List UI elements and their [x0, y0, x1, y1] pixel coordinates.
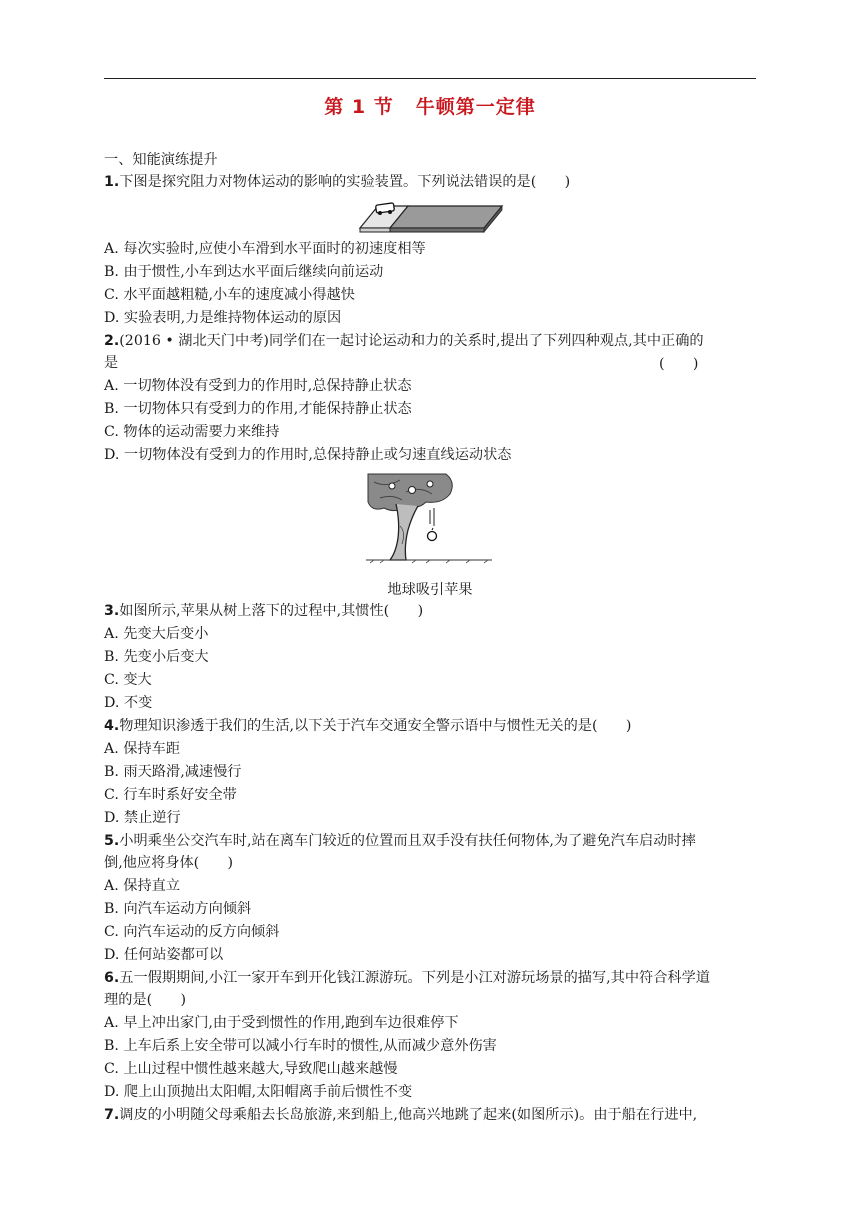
q4-option-c: C. 行车时系好安全带: [104, 787, 237, 803]
q2-answer-paren: ( ): [659, 356, 699, 372]
figure-caption: 地球吸引苹果: [387, 582, 473, 598]
q4-option-b: B. 雨天路滑,减速慢行: [104, 764, 242, 780]
question-1: 1.下图是探究阻力对物体运动的影响的实验装置。下列说法错误的是( ): [104, 174, 571, 190]
q6-option-d: D. 爬上山顶抛出太阳帽,太阳帽离手前后惯性不变: [104, 1084, 413, 1100]
q5-option-c: C. 向汽车运动的反方向倾斜: [104, 924, 280, 940]
apple-tree-figure: [366, 472, 494, 572]
question-7: 7.调皮的小明随父母乘船去长岛旅游,来到船上,他高兴地跳了起来(如图所示)。由于船在行进中,: [104, 1107, 698, 1123]
q1-option-c: C. 水平面越粗糙,小车的速度减小得越快: [104, 287, 355, 303]
q4-option-a: A. 保持车距: [104, 741, 181, 757]
question-3: 3.如图所示,苹果从树上落下的过程中,其惯性( ): [104, 603, 424, 619]
question-2: 2.(2016 • 湖北天门中考)同学们在一起讨论运动和力的关系时,提出了下列四种观点,其中正确的: [104, 333, 704, 349]
question-4: 4.物理知识渗透于我们的生活,以下关于汽车交通安全警示语中与惯性无关的是( ): [104, 718, 632, 734]
q5-option-d: D. 任何站姿都可以: [104, 947, 224, 963]
question-5: 5.小明乘坐公交汽车时,站在离车门较近的位置而且双手没有扶任何物体,为了避免汽车启动时摔: [104, 833, 696, 849]
q2-option-b: B. 一切物体只有受到力的作用,才能保持静止状态: [104, 401, 412, 417]
q6-option-b: B. 上车后系上安全带可以减小行车时的惯性,从而减少意外伤害: [104, 1038, 497, 1054]
q5-option-a: A. 保持直立: [104, 878, 181, 894]
q2-option-a: A. 一切物体没有受到力的作用时,总保持静止状态: [104, 378, 412, 394]
section-number: 第 1 节: [324, 96, 394, 118]
cart-ramp-figure: [356, 198, 508, 234]
section-heading: 一、知能演练提升: [104, 152, 218, 168]
q3-option-c: C. 变大: [104, 672, 152, 688]
q4-option-d: D. 禁止逆行: [104, 810, 181, 826]
q2-option-c: C. 物体的运动需要力来维持: [104, 424, 280, 440]
page-title: [0, 92, 860, 119]
question-6: 6.五一假期期间,小江一家开车到开化钱江源游玩。下列是小江对游玩场景的描写,其中符合科学道: [104, 970, 710, 986]
q6-option-c: C. 上山过程中惯性越来越大,导致爬山越来越慢: [104, 1061, 398, 1077]
q2-option-d: D. 一切物体没有受到力的作用时,总保持静止或匀速直线运动状态: [104, 447, 512, 463]
question-5-line2: 倒,他应将身体( ): [104, 855, 234, 871]
section-name: 牛顿第一定律: [415, 96, 536, 118]
q3-option-d: D. 不变: [104, 695, 153, 711]
q1-option-b: B. 由于惯性,小车到达水平面后继续向前运动: [104, 264, 384, 280]
q1-option-d: D. 实验表明,力是维持物体运动的原因: [104, 310, 342, 326]
q3-option-b: B. 先变小后变大: [104, 649, 209, 665]
q1-option-a: A. 每次实验时,应使小车滑到水平面时的初速度相等: [104, 241, 426, 257]
q6-option-a: A. 早上冲出家门,由于受到惯性的作用,跑到车边很难停下: [104, 1015, 459, 1031]
q3-option-a: A. 先变大后变小: [104, 626, 209, 642]
question-2-line2: 是: [104, 355, 119, 371]
question-6-line2: 理的是( ): [104, 992, 187, 1008]
header-rule: [104, 78, 756, 79]
q5-option-b: B. 向汽车运动方向倾斜: [104, 901, 252, 917]
